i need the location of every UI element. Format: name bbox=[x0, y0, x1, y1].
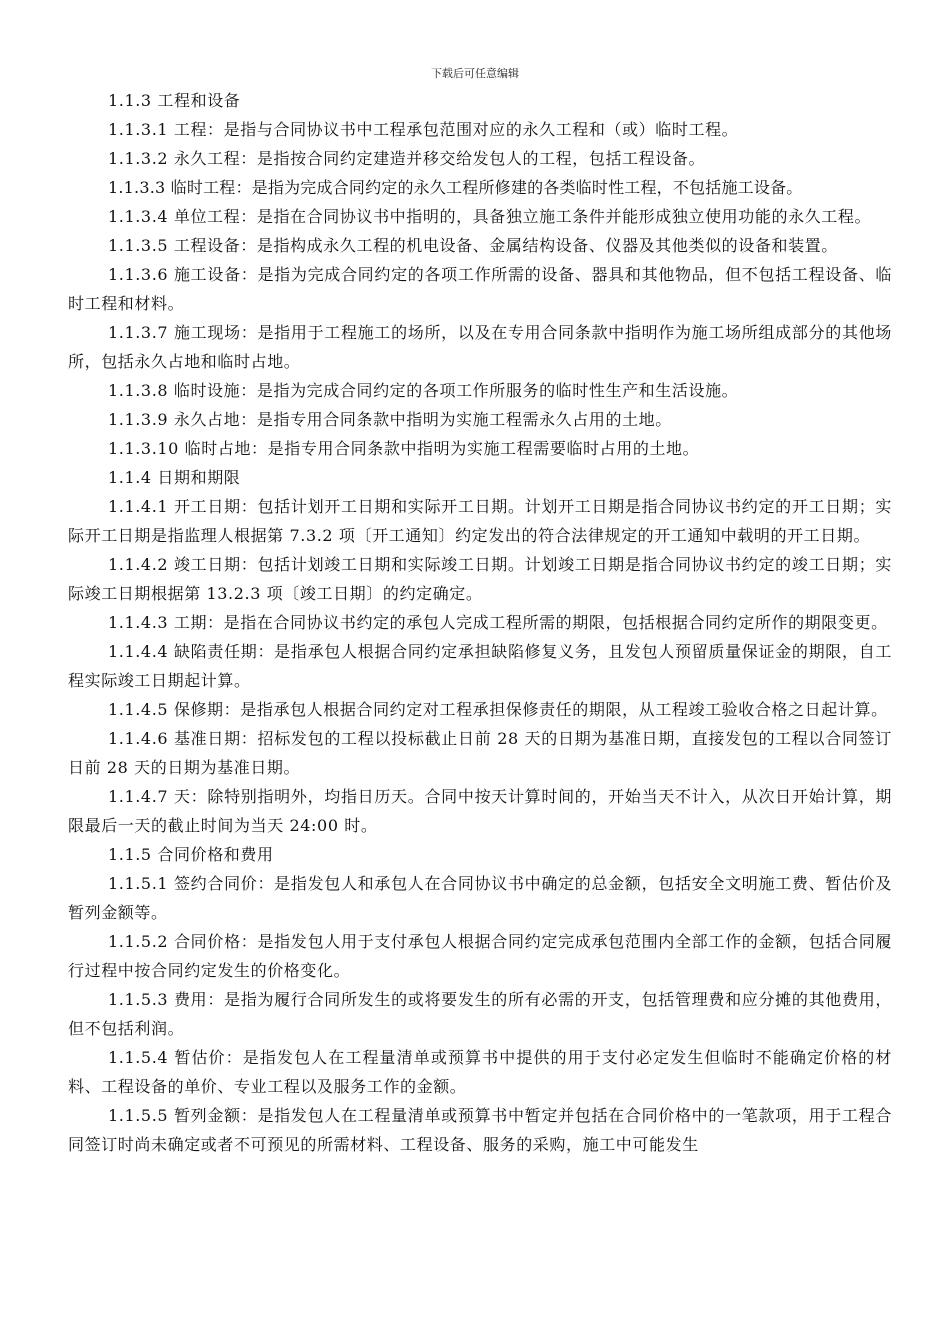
clause-paragraph: 1.1.4.5 保修期：是指承包人根据合同约定对工程承担保修责任的期限，从工程竣工验收合格之日起计算。 bbox=[108, 700, 888, 719]
clause-paragraph: 1.1.3.1 工程：是指与合同协议书中工程承包范围对应的永久工程和（或）临时工程。 bbox=[108, 120, 739, 139]
section-heading: 1.1.3 工程和设备 bbox=[108, 91, 241, 110]
clause-paragraph: 1.1.5.4 暂估价：是指发包人在工程量清单或预算书中提供的用于支付必定发生但临时不能确定价格的材料、工程设备的单价、专业工程以及服务工作的金额。 bbox=[68, 1048, 892, 1096]
clause-paragraph: 1.1.5.5 暂列金额：是指发包人在工程量清单或预算书中暂定并包括在合同价格中的一笔款项，用于工程合同签订时尚未确定或者不可预见的所需材料、工程设备、服务的采购，施工中可能发生 bbox=[68, 1106, 892, 1154]
clause-paragraph: 1.1.4.4 缺陷责任期：是指承包人根据合同约定承担缺陷修复义务，且发包人预留质量保证金的期限，自工程实际竣工日期起计算。 bbox=[68, 642, 892, 690]
page-header: 下载后可任意编辑 bbox=[431, 67, 519, 80]
clause-paragraph: 1.1.3.2 永久工程：是指按合同约定建造并移交给发包人的工程，包括工程设备。 bbox=[108, 149, 706, 168]
clause-paragraph: 1.1.4.1 开工日期：包括计划开工日期和实际开工日期。计划开工日期是指合同协议书约定的开工日期；实际开工日期是指监理人根据第 7.3.2 项〔开工通知〕约定发出的符合法律规定的开工通知中载明的开工日期。 bbox=[68, 497, 892, 545]
section-heading: 1.1.5 合同价格和费用 bbox=[108, 845, 274, 864]
clause-paragraph: 1.1.5.1 签约合同价：是指发包人和承包人在合同协议书中确定的总金额，包括安全文明施工费、暂估价及暂列金额等。 bbox=[68, 874, 892, 922]
clause-paragraph: 1.1.4.3 工期：是指在合同协议书约定的承包人完成工程所需的期限，包括根据合同约定所作的期限变更。 bbox=[108, 613, 888, 632]
section-heading: 1.1.4 日期和期限 bbox=[108, 468, 241, 487]
clause-paragraph: 1.1.3.4 单位工程：是指在合同协议书中指明的，具备独立施工条件并能形成独立使用功能的永久工程。 bbox=[108, 207, 872, 226]
clause-paragraph: 1.1.4.7 天：除特别指明外，均指日历天。合同中按天计算时间的，开始当天不计入，从次日开始计算，期限最后一天的截止时间为当天 24:00 时。 bbox=[68, 787, 892, 835]
document-body bbox=[68, 86, 892, 1159]
clause-paragraph: 1.1.4.6 基准日期：招标发包的工程以投标截止日前 28 天的日期为基准日期，直接发包的工程以合同签订日前 28 天的日期为基准日期。 bbox=[68, 729, 892, 777]
clause-paragraph: 1.1.3.7 施工现场：是指用于工程施工的场所，以及在专用合同条款中指明作为施工场所组成部分的其他场所，包括永久占地和临时占地。 bbox=[68, 323, 892, 371]
clause-paragraph: 1.1.3.9 永久占地：是指专用合同条款中指明为实施工程需永久占用的土地。 bbox=[108, 410, 672, 429]
clause-paragraph: 1.1.5.2 合同价格：是指发包人用于支付承包人根据合同约定完成承包范围内全部工作的金额，包括合同履行过程中按合同约定发生的价格变化。 bbox=[68, 932, 892, 980]
clause-paragraph: 1.1.3.8 临时设施：是指为完成合同约定的各项工作所服务的临时性生产和生活设施。 bbox=[108, 381, 739, 400]
clause-paragraph: 1.1.3.6 施工设备：是指为完成合同约定的各项工作所需的设备、器具和其他物品，但不包括工程设备、临时工程和材料。 bbox=[68, 265, 892, 313]
clause-paragraph: 1.1.3.5 工程设备：是指构成永久工程的机电设备、金属结构设备、仪器及其他类似的设备和装置。 bbox=[108, 236, 838, 255]
clause-paragraph: 1.1.4.2 竣工日期：包括计划竣工日期和实际竣工日期。计划竣工日期是指合同协议书约定的竣工日期；实际竣工日期根据第 13.2.3 项〔竣工日期〕的约定确定。 bbox=[68, 555, 892, 603]
clause-paragraph: 1.1.5.3 费用：是指为履行合同所发生的或将要发生的所有必需的开支，包括管理费和应分摊的其他费用，但不包括利润。 bbox=[68, 990, 892, 1038]
clause-paragraph: 1.1.3.3 临时工程：是指为完成合同约定的永久工程所修建的各类临时性工程，不包括施工设备。 bbox=[108, 178, 803, 197]
clause-paragraph: 1.1.3.10 临时占地：是指专用合同条款中指明为实施工程需要临时占用的土地。 bbox=[108, 439, 700, 458]
